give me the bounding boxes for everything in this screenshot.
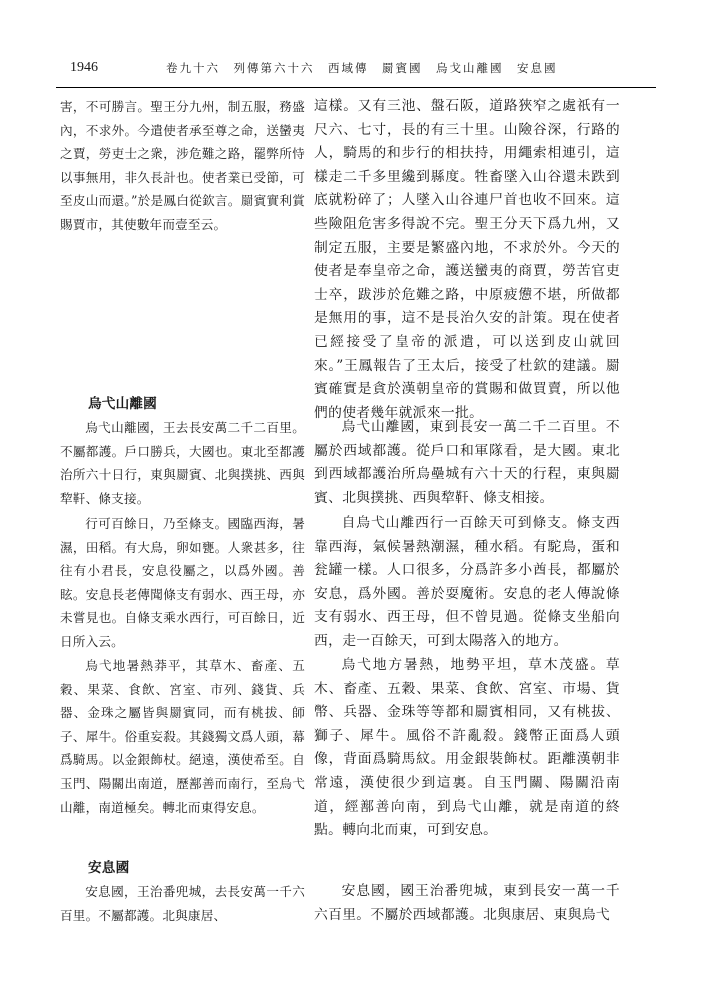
classical-paragraph: 行可百餘日，乃至條支。國臨西海，暑濕，田稻。有大鳥，卵如甕。人衆甚多，往往有小君長，安息役屬之，以爲外國。善眩。安息長老傳聞條支有弱水、西王母，亦未嘗見也。自條支乘水西行，可百餘日，近日所入云。 — [60, 516, 305, 649]
translation-paragraph: 這樣。又有三池、盤石阪，道路狹窄之處祇有一尺六、七寸，長的有三十里。山險谷深，行路的人，騎馬的和步行的相扶持，用繩索相連引，這樣走二千多里纔到縣度。牲畜墜入山谷還未跌到底就粉碎了；人墜入山谷連尸首也收不回來。這些險阻危害多得說不完。聖王分天下爲九州，又制定五服，主要是繁盛內地，不求於外。今天的使者是奉皇帝之命，護送蠻夷的商賈，勞苦官吏士卒，跋涉於危難之路，中原疲憊不堪，所做都是無用的事，這不是長治久安的計策。現在使者已經接受了皇帝的派遣，可以送到皮山就回來。”王鳳報告了王太后，接受了杜欽的建議。罽賓確實是貪於漢朝皇帝的賞賜和做買賣，所以他們的使者幾年就派來一批。 — [314, 98, 620, 421]
classical-paragraph: 安息國，王治番兜城，去長安萬一千六百里。不屬都護。北與康居、 — [60, 884, 305, 923]
page-header — [56, 60, 656, 86]
translation-paragraph: 自烏弋山離西行一百餘天可到條支。條支西靠西海，氣候暑熱潮濕，種水稻。有駝鳥，蛋和瓮罐一樣。人口很多，分爲許多小酋長，都屬於安息，爲外國。善於耍魔術。安息的老人傳說條支有弱水、西王母，但不曾見過。從條支坐船向西，走一百餘天，可到太陽落入的地方。 — [314, 515, 620, 649]
header-rule — [56, 87, 656, 88]
translation-paragraph: 烏弋山離國，東到長安一萬二千二百里。不屬於西域都護。從戶口和軍隊看，是大國。東北到西域都護治所烏壘城有六十天的行程，東與罽賓、北與撲挑、西與犂靬、條支相接。 — [314, 419, 620, 506]
classical-paragraph: 烏弋地暑熱莽平，其草木、畜產、五穀、果菜、食飲、宮室、市列、錢貨、兵器、金珠之屬皆與罽賓同，而有桃拔、師子、犀牛。俗重妄殺。其錢獨文爲人頭，幕爲騎馬。以金銀飾杖。絕遠，漢使希至。自玉門、陽關出南道，歷鄯善而南行，至烏弋山離，南道極矣。轉北而東得安息。 — [60, 658, 305, 815]
classical-paragraph: 烏弋山離國，王去長安萬二千二百里。不屬都護。戶口勝兵，大國也。東北至都護治所六十日行，東與罽賓、北與撲挑、西與犂靬、條支接。 — [60, 420, 305, 506]
translation-paragraph: 安息國，國王治番兜城，東到長安一萬一千六百里。不屬於西域都護。北與康居、東與烏弋 — [314, 883, 620, 923]
translation-paragraph: 烏弋地方暑熱，地勢平坦，草木茂盛。草木、畜產、五穀、果菜、食飲、宮室、市場、貨幣、兵器、金珠等等都和罽賓相同，又有桃拔、獅子、犀牛。風俗不許亂殺。錢幣正面爲人頭像，背面爲騎馬紋。用金銀裝飾杖。距離漢朝非常遠，漢使很少到這裏。自玉門關、陽關沿南道，經鄯善向南，到烏弋山離，就是南道的終點。轉向北而東，可到安息。 — [314, 657, 620, 839]
section-heading-anxi: 安息國 — [88, 860, 130, 876]
running-head: 卷九十六 列傳第六十六 西域傳 罽賓國 烏戈山離國 安息國 — [166, 61, 558, 75]
classical-paragraph: 害，不可勝言。聖王分九州，制五服，務盛內，不求外。今遣使者承至尊之命，送蠻夷之賈，勞吏士之衆，涉危難之路，罷弊所恃以事無用，非久長計也。使者業已受節，可至皮山而還。”於是鳳白從欽言。罽賓實利賞賜賈市，其使數年而壹至云。 — [60, 99, 305, 232]
page-number: 1946 — [70, 60, 98, 75]
section-heading-wuyishanli: 烏弋山離國 — [88, 396, 157, 412]
